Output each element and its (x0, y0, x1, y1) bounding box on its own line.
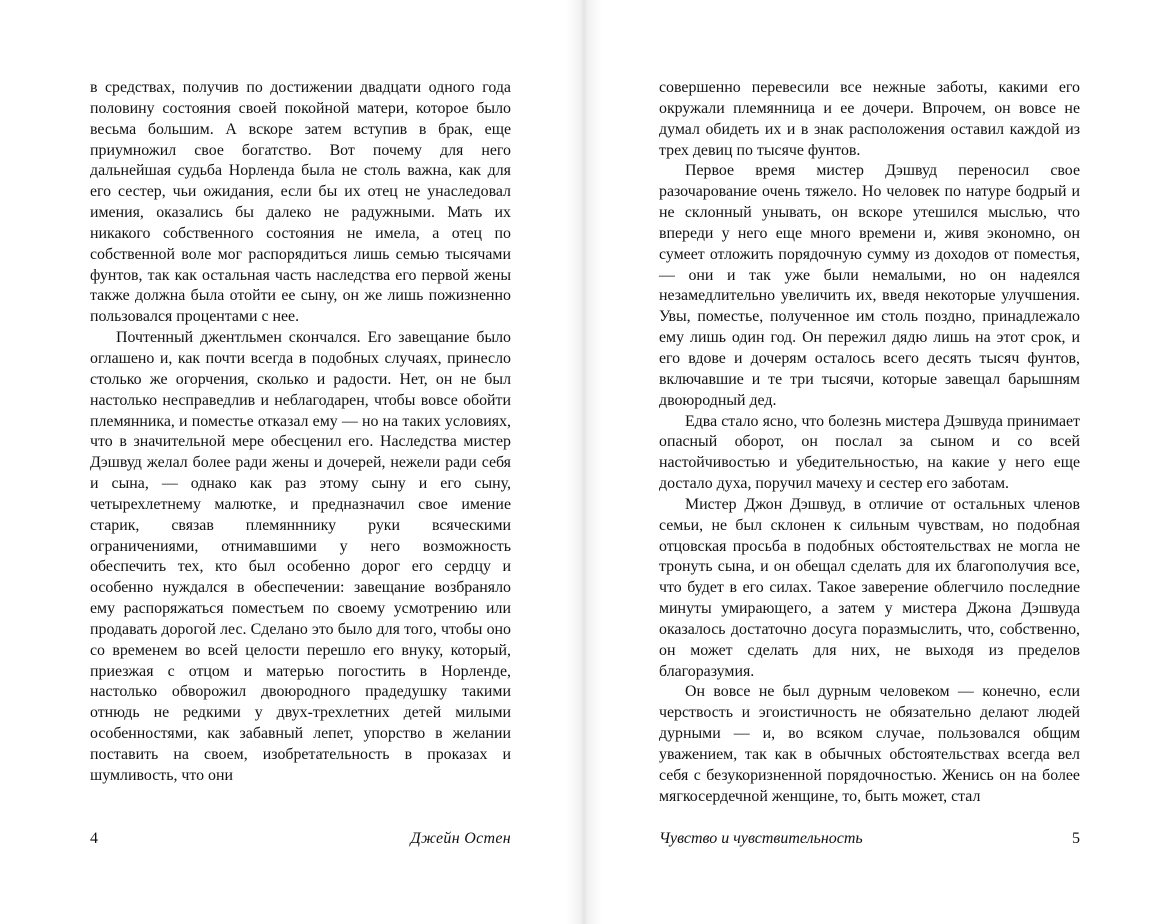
right-paragraph-5: Он вовсе не был дурным человеком — конечно, если черствость и эгоистичность не обязательно делают людей дурными — и, во всяком случае, пользовался общим уважением, так как в обычных обстоятельствах всегда вел себя с безукоризненной порядочностью. Женись он на более мягкосердечной женщине, то, быть может, стал (659, 683, 1080, 805)
left-running-head: Джейн Остен (410, 830, 511, 847)
left-page (0, 0, 584, 924)
right-paragraph-4: Мистер Джон Дэшвуд, в отличие от остальных членов семьи, не был склонен к сильным чувствам, но подобная отцовская просьба в подобных обстоятельствах не могла не тронуть сына, и он обещал сделать для их благополучия все, что будет в его силах. Такое заверение облегчило последние минуты умирающего, а затем у мистера Джона Дэшвуда оказалось достаточно досуга поразмыслить, что, собственно, он может сделать для них, не выходя из пределов благоразумия. (659, 495, 1080, 680)
left-paragraph-2: Почтенный джентльмен скончался. Его завещание было оглашено и, как почти всегда в подобных случаях, принесло столько же огорчения, сколько и радости. Нет, он не был настолько несправедлив и неблагодарен, чтобы вовсе обойти племянника, и поместье отказал ему — но на таких условиях, что в значительной мере обесценил его. Наследства мистер Дэшвуд желал более ради жены и дочерей, нежели ради себя и сына, — однако как раз этому сыну и его сыну, четырехлетнему малютке, и предназначил свое имение старик, связав племянннику руки всяческими ограничениями, отнимавшими у него возможность обеспечить тех, кто был особенно дорог его сердцу и особенно нуждался в обеспечении: завещание возбраняло ему распоряжаться поместьем по своему усмотрению или продавать дорогой лес. Сделано это было для того, чтобы оно со временем во всей целости перешло его внуку, который, приезжая с отцом и матерью погостить в Норленде, настолько обворожил двоюродного прадедушку такими отнюдь не редкими у двух-трехлетних детей милыми особенностями, как забавный лепет, упорство в желании поставить на своем, изобретательность в проказах и шумливость, что они (90, 329, 511, 784)
right-running-head: Чувство и чувствительность (659, 830, 863, 847)
right-paragraph-2: Первое время мистер Дэшвуд переносил свое разочарование очень тяжело. Но человек по натуре бодрый и не склонный унывать, он вскоре утешился мыслью, что впереди у него еще много времени и, живя экономно, он сумеет отложить порядочную сумму из доходов от поместья, — они и так уже были немалыми, но он надеялся незамедлительно увеличить их, введя некоторые улучшения. Увы, поместье, полученное им столь поздно, принадлежало ему лишь один год. Он пережил дядю лишь на этот срок, и его вдове и дочерям осталось всего десять тысяч фунтов, включавшие и те три тысячи, которые завещал барышням двоюродный дед. (659, 162, 1080, 409)
right-paragraph-3: Едва стало ясно, что болезнь мистера Дэшвуда принимает опасный оборот, он послал за сыном и со всей настойчивостью и убедительностью, на какие у него еще достало духа, поручил мачеху и сестер его заботам. (659, 412, 1080, 493)
left-paragraph-1: в средствах, получив по достижении двадцати одного года половину состояния своей покойной матери, которое было весьма большим. А вскоре затем вступив в брак, еще приумножил свое богатство. Вот почему для него дальнейшая судьба Норленда была не столь важна, как для его сестер, чьи ожидания, если бы их отец не унаследовал имения, оказались бы далеко не радужными. Мать их никакого собственного состояния не имела, а отец по собственной воле мог распорядиться лишь семью тысячами фунтов, так как остальная часть наследства его первой жены также должна была отойти ее сыну, он же лишь пожизненно пользовался процентами с нее. (90, 79, 511, 326)
left-page-number: 4 (90, 830, 98, 847)
right-page-number: 5 (1072, 830, 1080, 847)
book-gutter-shadow (566, 0, 602, 924)
left-page-text (90, 78, 511, 787)
right-page (585, 0, 1169, 924)
right-page-text (659, 78, 1080, 808)
right-paragraph-1: совершенно перевесили все нежные заботы, какими его окружали племянница и ее дочери. Впрочем, он вовсе не думал обидеть их и в знак расположения оставил каждой из трех девиц по тысяче фунтов. (659, 79, 1080, 159)
